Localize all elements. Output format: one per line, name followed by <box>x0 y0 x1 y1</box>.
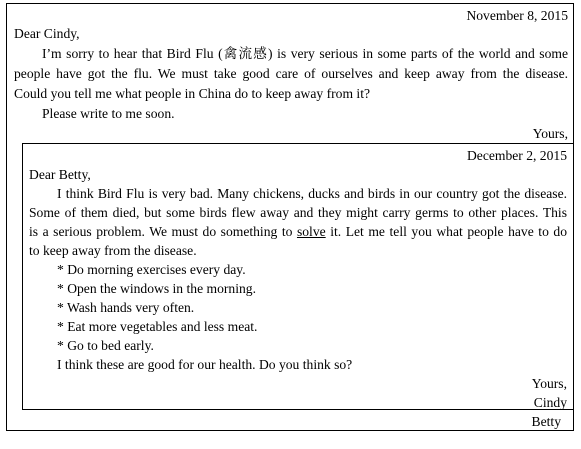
tip-item: * Go to bed early. <box>57 338 154 353</box>
letter2-date: December 2, 2015 <box>466 148 567 163</box>
letter2-body-line3 <box>29 222 567 241</box>
letter1-body-line2: people have got the flu. We must take good care of ourselves and keep away from the disease. <box>14 66 568 81</box>
letter2-body-line3-end: it. Let me tell you what people have to do <box>325 224 568 239</box>
letter2-body-line2: Some of them died, but some birds flew away and they might carry germs to other places. This <box>29 205 567 220</box>
letter1-date: November 8, 2015 <box>466 8 568 23</box>
letter2-body-line1: I think Bird Flu is very bad. Many chickens, ducks and birds in our country got the disease. <box>57 186 567 201</box>
letter2-greeting: Dear Betty, <box>29 167 91 182</box>
letter1-greeting: Dear Cindy, <box>14 26 80 41</box>
tip-item: * Eat more vegetables and less meat. <box>57 319 258 334</box>
letter2-body-line4: to keep away from the disease. <box>29 243 197 258</box>
letter2-signature: Cindy <box>533 395 567 410</box>
letter2-body-line3-start: is a serious problem. We must do something to <box>29 224 297 239</box>
letter1-signature: Betty <box>531 414 561 429</box>
letter2-closing: Yours, <box>531 376 567 391</box>
letter2-ending-line: I think these are good for our health. Do you think so? <box>57 357 353 372</box>
underlined-word-solve: solve <box>296 224 326 239</box>
letter1-body-line4: Please write to me soon. <box>42 106 175 121</box>
tip-item: * Open the windows in the morning. <box>57 281 256 296</box>
letter1-body-line1: I’m sorry to hear that Bird Flu (禽流感) is very serious in some parts of the world and some <box>42 46 568 61</box>
tip-item: * Do morning exercises every day. <box>57 262 246 277</box>
letter1-closing: Yours, <box>532 126 568 141</box>
tip-item: * Wash hands very often. <box>57 300 195 315</box>
letter1-body-line3: Could you tell me what people in China do to keep away from it? <box>14 86 370 101</box>
